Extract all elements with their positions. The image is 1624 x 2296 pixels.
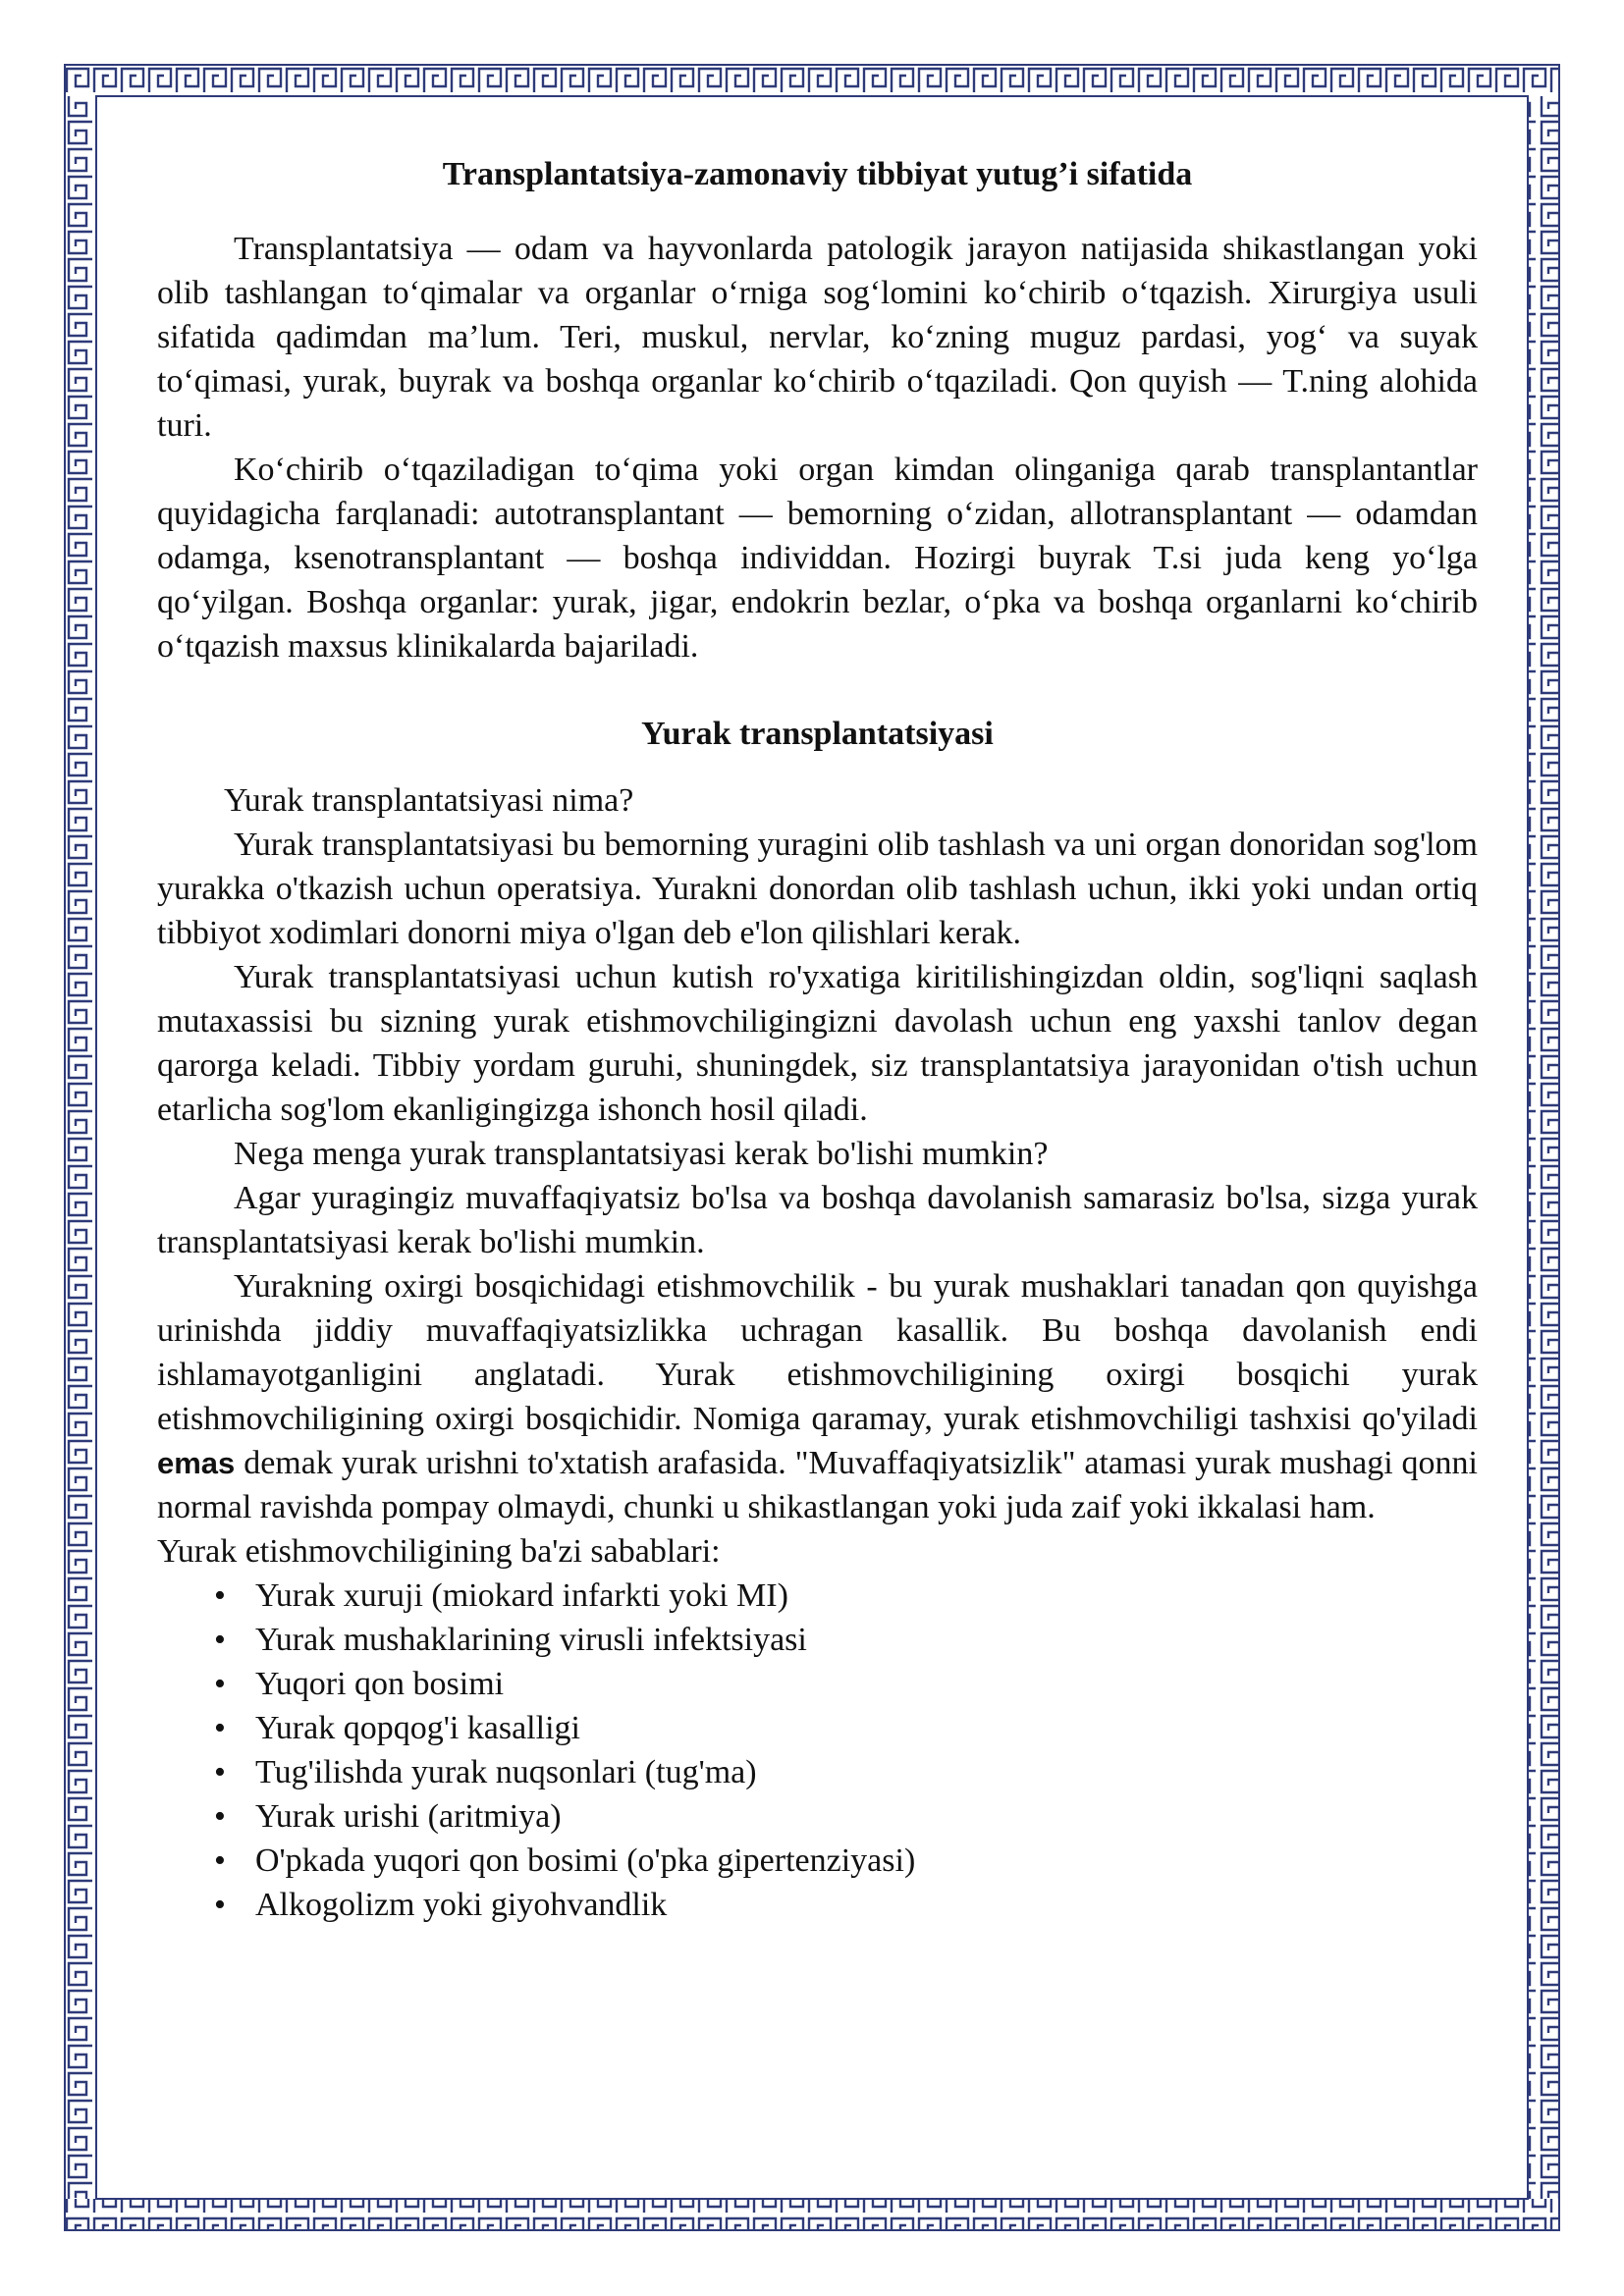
paragraph-end-stage-part1: Yurakning oxirgi bosqichidagi etishmovchilik - bu yurak mushaklari tanadan qon quyishga urinishda jiddiy muvaffaqiyatsizlikka uchragan kasallik. Bu boshqa davolanish endi ishlamayotganligini anglatadi. Yurak etishmovchiligining oxirgi bosqichi yurak etishmovchiligining oxirgi bosqichidir. Nomiga qaramay, yurak etishmovchiligi tashxisi qo'yiladi (157, 1268, 1478, 1437)
bullet-icon: • (214, 1710, 226, 1746)
list-item-text: O'pkada yuqori qon bosimi (o'pka gipertenziyasi) (255, 1842, 916, 1879)
intro-paragraph-2: Ko‘chirib o‘tqaziladigan to‘qima yoki organ kimdan olinganiga qarab transplantantlar quyidagicha farqlanadi: autotransplantant — bemorning o‘zidan, allotransplantant — odamdan odamga, ksenotransplantant — boshqa individdan. Hozirgi buyrak T.si juda keng yo‘lga qo‘yilgan. Boshqa organlar: yurak, jigar, endokrin bezlar, o‘pka va boshqa organlarni ko‘chirib o‘tqazish maxsus klinikalarda bajariladi. (157, 452, 1478, 665)
causes-intro: Yurak etishmovchiligining ba'zi sabablari: (157, 1533, 721, 1570)
question-why-needed: Nega menga yurak transplantatsiyasi kerak bo'lishi mumkin? (234, 1136, 1049, 1172)
list-item (214, 1794, 1478, 1839)
bullet-icon: • (214, 1622, 226, 1658)
list-item (214, 1662, 1478, 1706)
list-item-text: Yurak urishi (aritmiya) (255, 1798, 562, 1835)
intro-paragraph-1: Transplantatsiya — odam va hayvonlarda patologik jarayon natijasida shikastlangan yoki olib tashlangan to‘qimalar va organlar o‘rniga sog‘lomini ko‘chirib o‘tqazish. Xirurgiya usuli sifatida qadimdan ma’lum. Teri, muskul, nervlar, ko‘zning muguz pardasi, yog‘ va suyak to‘qimasi, yurak, buyrak va boshqa organlar ko‘chirib o‘tqaziladi. Qon quyish — T.ning alohida turi. (157, 231, 1478, 444)
list-item (214, 1618, 1478, 1662)
bullet-icon: • (214, 1666, 226, 1702)
paragraph-definition: Yurak transplantatsiyasi bu bemorning yuragini olib tashlash va uni organ donoridan sog'lom yurakka o'tkazish uchun operatsiya. Yurakni donordan olib tashlash uchun, ikki yoki undan ortiq tibbiyot xodimlari donorni miya o'lgan deb e'lon qilishlari kerak. (157, 827, 1478, 951)
list-item-text: Yurak mushaklarining virusli infektsiyasi (255, 1622, 807, 1658)
list-item-text: Yurak qopqog'i kasalligi (255, 1710, 580, 1746)
list-item (214, 1750, 1478, 1794)
paragraph-end-stage (157, 1264, 1478, 1529)
section-title: Yurak transplantatsiyasi (641, 716, 994, 752)
bullet-icon: • (214, 1842, 226, 1879)
bullet-icon: • (214, 1887, 226, 1923)
list-item-text: Yuqori qon bosimi (255, 1666, 505, 1702)
paragraph-end-stage-part2: demak yurak urishni to'xtatish arafasida. "Muvaffaqiyatsizlik" atamasi yurak mushagi qonni normal ravishda pompay olmaydi, chunki u shikastlangan yoki juda zaif yoki ikkalasi ham. (157, 1445, 1478, 1525)
list-item (214, 1706, 1478, 1750)
emphasis-emas: emas (157, 1446, 236, 1480)
paragraph-why-needed: Agar yuragingiz muvaffaqiyatsiz bo'lsa va boshqa davolanish samarasiz bo'lsa, sizga yurak transplantatsiyasi kerak bo'lishi mumkin. (157, 1180, 1478, 1260)
list-item-text: Tug'ilishda yurak nuqsonlari (tug'ma) (255, 1754, 757, 1790)
list-item-text: Yurak xuruji (miokard infarkti yoki MI) (255, 1577, 788, 1614)
list-item (214, 1839, 1478, 1883)
list-item (214, 1574, 1478, 1618)
paragraph-waiting-list: Yurak transplantatsiyasi uchun kutish ro'yxatiga kiritilishingizdan oldin, sog'liqni saqlash mutaxassisi bu sizning yurak etishmovchiligingizni davolash uchun eng yaxshi tanlov degan qarorga keladi. Tibbiy yordam guruhi, shuningdek, siz transplantatsiya jarayonidan o'tish uchun etarlicha sog'lom ekanligingizga ishonch hosil qiladi. (157, 959, 1478, 1128)
bullet-icon: • (214, 1798, 226, 1835)
document-body (157, 152, 1478, 1927)
bullet-icon: • (214, 1754, 226, 1790)
document-title: Transplantatsiya-zamonaviy tibbiyat yutug’i sifatida (442, 156, 1193, 192)
list-item-text: Alkogolizm yoki giyohvandlik (255, 1887, 668, 1923)
causes-list (157, 1574, 1478, 1927)
list-item (214, 1883, 1478, 1927)
bullet-icon: • (214, 1577, 226, 1614)
question-what-is: Yurak transplantatsiyasi nima? (224, 782, 634, 819)
